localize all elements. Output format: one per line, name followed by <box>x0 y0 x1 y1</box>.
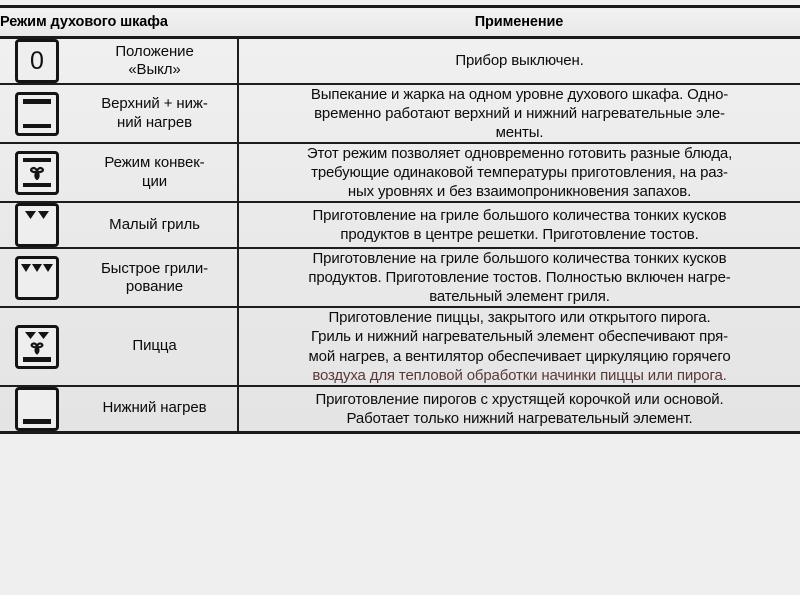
table-row <box>0 386 800 433</box>
table-header <box>0 7 800 38</box>
use-line: Прибор выключен. <box>455 52 584 70</box>
grill-zigzag-glyph <box>25 211 49 220</box>
top-heat-bar <box>23 99 51 104</box>
column-header-mode: Режим духового шкафа <box>0 7 238 38</box>
mode-label-line2: ции <box>141 172 168 190</box>
use-line: Гриль и нижний нагревательный элемент обеспечивают пря- <box>311 328 728 346</box>
use-line: Этот режим позволяет одновременно готовить разные блюда, <box>306 145 733 163</box>
use-line: требующие одинаковой температуры приготовления, на раз- <box>311 164 728 182</box>
use-line: Приготовление пиццы, закрытого или открытого пирога. <box>328 309 711 327</box>
mode-label <box>78 95 237 132</box>
icon-wrap <box>0 92 74 136</box>
mode-label <box>78 216 237 234</box>
mode-label-line1: Положение <box>115 42 194 60</box>
icon-wrap <box>0 256 74 300</box>
icon-wrap <box>0 39 74 83</box>
table-row <box>0 248 800 307</box>
use-cell <box>238 202 800 248</box>
mode-cell <box>0 202 238 248</box>
oven-modes-table <box>0 5 800 434</box>
oven-bottom-heat-icon <box>15 387 59 431</box>
oven-pizza-icon <box>15 325 59 369</box>
oven-top-bottom-heat-icon <box>15 92 59 136</box>
mode-label-line2: рование <box>125 277 184 295</box>
mode-cell <box>0 143 238 202</box>
mode-label <box>78 43 237 80</box>
mode-cell <box>0 386 238 433</box>
bottom-heat-bar <box>23 357 51 362</box>
use-line: продуктов. Приготовление тостов. Полностью включен нагре- <box>308 269 731 287</box>
mode-label-line1: Верхний + ниж- <box>101 95 208 113</box>
icon-wrap <box>0 203 74 247</box>
grill-zigzag-glyph <box>21 264 53 273</box>
use-cell <box>238 38 800 85</box>
use-cell <box>238 84 800 143</box>
use-line: ных уровнях и без взаимопроникновения запахов. <box>347 183 692 201</box>
icon-wrap <box>0 325 74 369</box>
table-header-row <box>0 7 800 38</box>
mode-cell <box>0 84 238 143</box>
use-cell <box>238 386 800 433</box>
oven-convection-fan-icon <box>15 151 59 195</box>
use-line: Работает только нижний нагревательный элемент. <box>346 409 693 427</box>
bottom-heat-bar <box>23 124 51 128</box>
use-line: временно работают верхний и нижний нагревательные эле- <box>314 105 725 123</box>
mode-label <box>78 260 237 297</box>
icon-wrap <box>0 387 74 431</box>
mode-cell <box>0 248 238 307</box>
fan-glyph <box>27 338 47 358</box>
mode-cell <box>0 307 238 385</box>
mode-label-line2: «Выкл» <box>128 61 181 78</box>
use-line: Приготовление на гриле большого количества тонких кусков <box>312 250 727 268</box>
use-line: менты. <box>495 124 544 142</box>
oven-fast-grill-icon <box>15 256 59 300</box>
zero-glyph: 0 <box>30 46 44 75</box>
table-row <box>0 143 800 202</box>
fan-glyph <box>26 162 48 184</box>
table-row <box>0 38 800 85</box>
mode-label <box>78 399 237 417</box>
mode-label-line1: Нижний нагрев <box>102 399 207 417</box>
use-line: Приготовление пирогов с хрустящей корочкой или основой. <box>315 390 724 408</box>
mode-label-line2: ний нагрев <box>117 113 192 131</box>
use-line: мой нагрев, а вентилятор обеспечивает циркуляцию горячего <box>308 347 731 365</box>
use-line: Выпекание и жарка на одном уровне духового шкафа. Одно- <box>310 86 729 103</box>
table-row <box>0 84 800 143</box>
use-line: воздуха для тепловой обработки начинки пиццы или пирога. <box>312 366 727 384</box>
table-row <box>0 202 800 248</box>
mode-label-line1: Быстрое грили- <box>100 259 209 277</box>
bottom-heat-bar <box>23 419 51 424</box>
use-cell <box>238 307 800 385</box>
mode-cell <box>0 38 238 85</box>
use-cell <box>238 143 800 202</box>
mode-label-line1: Пицца <box>132 337 177 355</box>
bottom-heat-bar <box>23 183 51 187</box>
mode-label-line1: Режим конвек- <box>104 154 205 172</box>
oven-off-zero-icon <box>15 39 59 83</box>
use-line: продуктов в центре решетки. Приготовление тостов. <box>340 226 699 244</box>
oven-small-grill-icon <box>15 203 59 247</box>
mode-label <box>78 154 237 191</box>
use-line: вательный элемент гриля. <box>429 288 610 306</box>
use-cell <box>238 248 800 307</box>
mode-label <box>78 337 237 355</box>
column-header-use: Применение <box>238 7 800 38</box>
use-line: Приготовление на гриле большого количества тонких кусков <box>312 207 727 225</box>
mode-label-line1: Малый гриль <box>109 216 200 234</box>
table-body <box>0 38 800 433</box>
icon-wrap <box>0 151 74 195</box>
table-row <box>0 307 800 385</box>
